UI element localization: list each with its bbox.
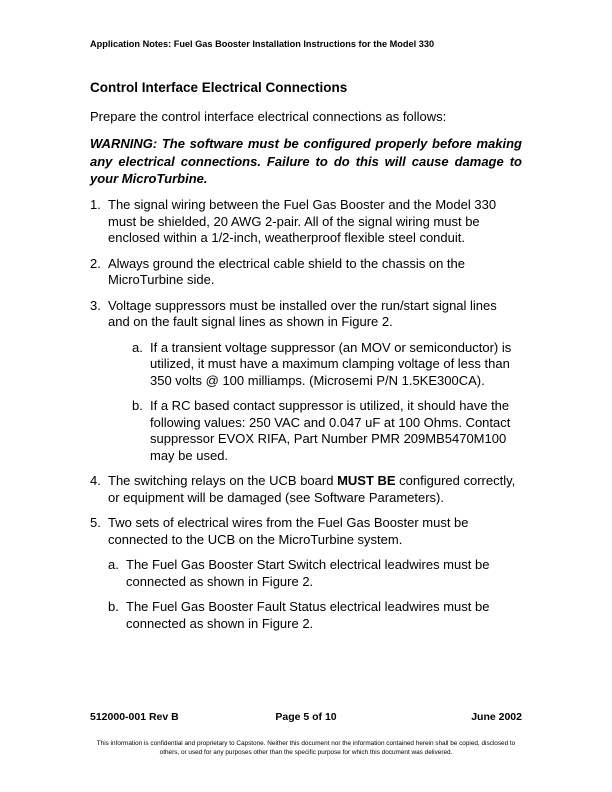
sub-list-item bbox=[132, 340, 522, 390]
list-item bbox=[90, 197, 522, 247]
sub-list-letter: a. bbox=[108, 557, 119, 572]
sub-list-text: If a transient voltage suppressor (an MOV or semiconductor) is utilized, it must have a maximum clamping voltage of less than 350 volts @ 100 milliamps. (Microsemi P/N 1.5KE300CA). bbox=[150, 339, 512, 388]
emphasis-text: MUST BE bbox=[337, 473, 396, 488]
sub-list-text: The Fuel Gas Booster Start Switch electrical leadwires must be connected as shown in Figure 2. bbox=[126, 557, 490, 589]
list-text: Two sets of electrical wires from the Fuel Gas Booster must be connected to the UCB on the MicroTurbine system. bbox=[108, 515, 469, 547]
list-number: 5. bbox=[90, 515, 101, 530]
running-header: Application Notes: Fuel Gas Booster Installation Instructions for the Model 330 bbox=[90, 39, 435, 49]
document-date: June 2002 bbox=[471, 711, 522, 723]
section-title: Control Interface Electrical Connections bbox=[90, 80, 348, 95]
sub-list-text: If a RC based contact suppressor is utilized, it should have the following values: 250 VAC and 0.047 uF at 100 Ohms. Contact suppressor EVOX RIFA, Part Number PMR 209MB5470M100 may be used. bbox=[150, 398, 511, 463]
list-text: The signal wiring between the Fuel Gas Booster and the Model 330 must be shielded, 20 AWG 2-pair. All of the signal wiring must be enclosed within a 1/2-inch, weatherproof flexible steel conduit. bbox=[108, 197, 497, 245]
list-text bbox=[108, 473, 522, 506]
sub-list-item bbox=[108, 557, 522, 590]
list-number: 4. bbox=[90, 473, 101, 488]
intro-paragraph: Prepare the control interface electrical connections as follows: bbox=[90, 109, 447, 124]
page-number: Page 5 of 10 bbox=[275, 711, 337, 723]
list-text-after: configured correctly, or equipment will be damaged (see Software Parameters). bbox=[108, 473, 516, 505]
sub-list-item bbox=[108, 599, 522, 632]
sub-list-letter: b. bbox=[108, 599, 119, 614]
list-text: Voltage suppressors must be installed over the run/start signal lines and on the fault signal lines as shown in Figure 2. bbox=[108, 297, 497, 329]
list-item bbox=[90, 298, 522, 331]
list-number: 1. bbox=[90, 197, 101, 212]
list-number: 3. bbox=[90, 297, 101, 313]
confidentiality-notice: This information is confidential and proprietary to Capstone. Neither this document nor the information contained herein shall be copied, disclosed to others, or used for any purposes other than the specific purpose for which this document was delivered. bbox=[96, 740, 516, 756]
warning-paragraph: WARNING: The software must be configured properly before making any electrical connections. Failure to do this will cause damage to your MicroTurbine. bbox=[90, 136, 522, 186]
sub-list-text: The Fuel Gas Booster Fault Status electrical leadwires must be connected as shown in Figure 2. bbox=[126, 599, 490, 631]
document-number: 512000-001 Rev B bbox=[90, 711, 179, 723]
instruction-list bbox=[90, 197, 522, 632]
list-item bbox=[90, 473, 522, 506]
list-text-before: The switching relays on the UCB board bbox=[108, 473, 338, 488]
sub-list-letter: a. bbox=[132, 339, 143, 355]
list-item bbox=[90, 515, 522, 548]
list-item bbox=[90, 256, 522, 289]
sub-list-letter: b. bbox=[132, 398, 143, 413]
list-text: Always ground the electrical cable shield to the chassis on the MicroTurbine side. bbox=[108, 255, 465, 287]
list-number: 2. bbox=[90, 255, 101, 271]
sub-list-item bbox=[132, 398, 522, 464]
